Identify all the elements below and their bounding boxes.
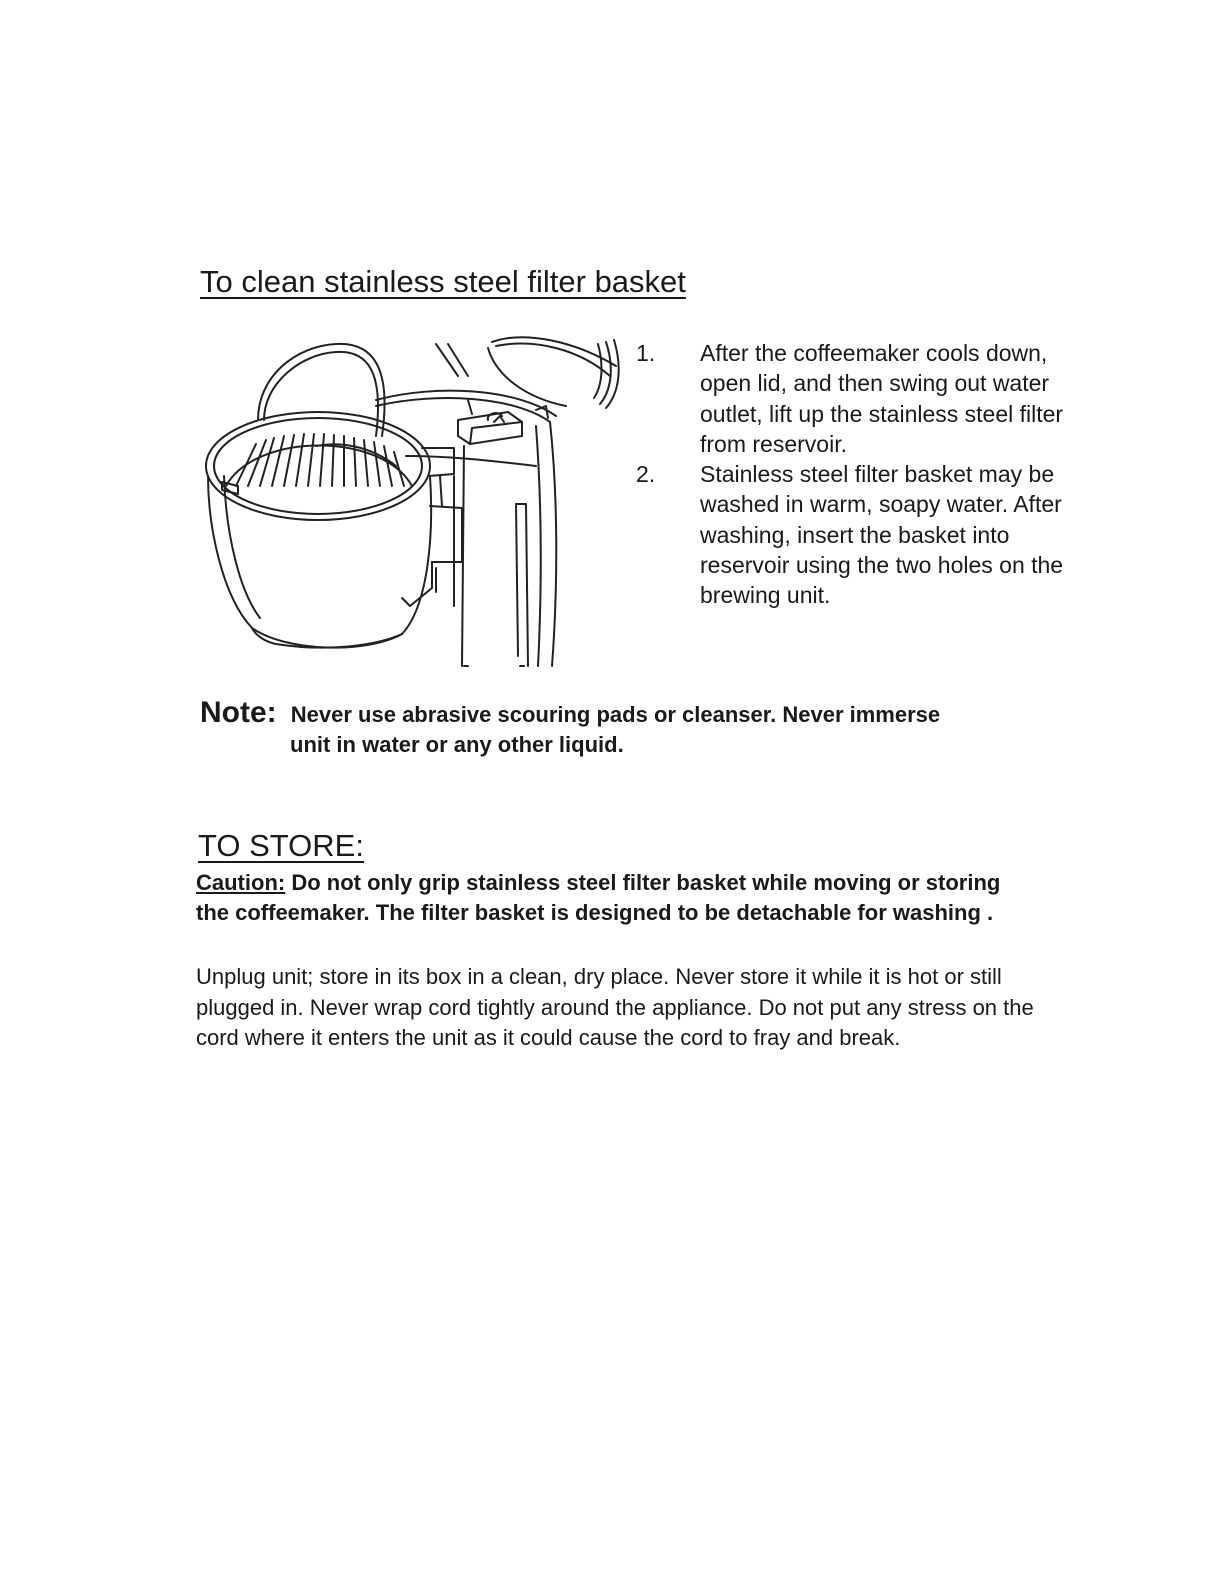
coffeemaker-filter-basket-illustration [196, 336, 636, 676]
step-number: 1. [636, 340, 656, 366]
cleaning-step [636, 459, 1066, 610]
caution-block [196, 868, 1036, 928]
clean-section-title: To clean stainless steel filter basket [200, 264, 686, 299]
store-instructions-text: Unplug unit; store in its box in a clean, dry place. Never store it while it is hot or still plugged in. Never wrap cord tightly around the appliance. Do not put any stress on the cord where it enters the unit as it could cause the cord to fray and break. [196, 964, 1034, 1050]
note-text-line2: unit in water or any other liquid. [290, 732, 624, 757]
step-text: After the coffeemaker cools down, open lid, and then swing out water outlet, lift up the stainless steel filter from reservoir. [700, 340, 1064, 457]
caution-text: Do not only grip stainless steel filter basket while moving or storing the coffeemaker. The filter basket is designed to be detachable for washing . [196, 870, 1001, 925]
lid-outline [492, 337, 616, 366]
lid-curve [488, 348, 566, 406]
store-section-title: TO STORE: [198, 828, 364, 863]
caution-label: Caution: [196, 870, 286, 895]
note-text-line1: Never use abrasive scouring pads or cleanser. Never immerse [290, 702, 941, 727]
reservoir-rim [376, 391, 556, 416]
step-number: 2. [636, 461, 656, 488]
water-outlet [458, 412, 522, 444]
step-text: Stainless steel filter basket may be washed in warm, soapy water. After washing, insert the basket into reservoir using the two holes on the brewing unit. [700, 461, 1064, 609]
lid-inner-arc [496, 344, 610, 376]
note-block [200, 698, 1080, 760]
note-label: Note: [200, 696, 277, 729]
cleaning-step [636, 338, 1066, 459]
reservoir-body [550, 422, 556, 666]
basket-body [208, 476, 431, 648]
cleaning-steps-list [636, 338, 1066, 611]
